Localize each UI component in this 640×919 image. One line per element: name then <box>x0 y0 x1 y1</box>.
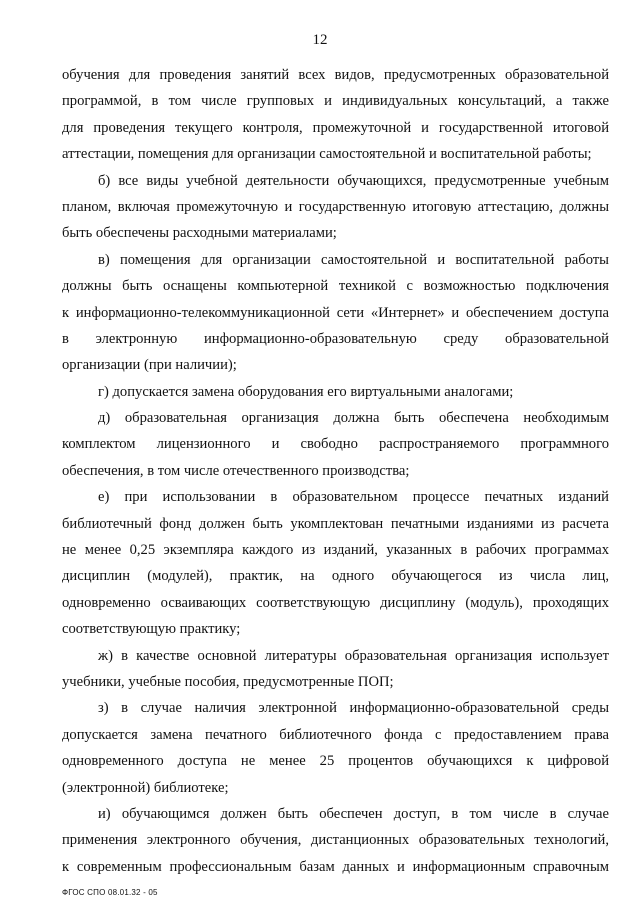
text-line: д) образовательная организация должна быть обеспечена необходимым <box>98 410 609 427</box>
text-line: дисциплин (модулей), практик, на одного обучающегося из числа лиц, <box>62 568 609 585</box>
text-line: соответствующую практику; <box>62 621 241 638</box>
text-line: з) в случае наличия электронной информационно-образовательной среды <box>98 700 609 717</box>
text-line: г) допускается замена оборудования его виртуальными аналогами; <box>98 383 514 400</box>
text-line: к информационно-телекоммуникационной сети «Интернет» и обеспечением доступа <box>62 304 609 321</box>
text-line: программой, в том числе групповых и индивидуальных консультаций, а также <box>62 93 609 110</box>
text-line: аттестации, помещения для организации самостоятельной и воспитательной работы; <box>62 146 592 163</box>
text-line: допускается замена печатного библиотечного фонда с предоставлением права <box>62 726 609 743</box>
text-line: обучения для проведения занятий всех видов, предусмотренных образовательной <box>62 67 609 83</box>
document-body <box>62 62 609 880</box>
text-line: в) помещения для организации самостоятельной и воспитательной работы <box>98 251 609 268</box>
page-number: 12 <box>312 32 328 48</box>
text-line: быть обеспечены расходными материалами; <box>62 225 337 242</box>
text-line: должны быть оснащены компьютерной техникой с возможностью подключения <box>62 278 609 295</box>
text-line: б) все виды учебной деятельности обучающихся, предусмотренные учебным <box>98 172 609 189</box>
text-line: е) при использовании в образовательном процессе печатных изданий <box>98 489 609 506</box>
text-line: одновременно осваивающих соответствующую дисциплину (модуль), проходящих <box>62 594 609 611</box>
text-line: (электронной) библиотеке; <box>62 779 229 796</box>
text-line: применения электронного обучения, дистанционных образовательных технологий, <box>62 832 609 849</box>
text-line: учебники, учебные пособия, предусмотренные ПОП; <box>62 673 394 690</box>
text-line: библиотечный фонд должен быть укомплектован печатными изданиями из расчета <box>62 515 609 532</box>
text-line: ж) в качестве основной литературы образовательная организация использует <box>98 647 609 664</box>
text-line: комплектом лицензионного и свободно распространяемого программного <box>62 436 609 453</box>
text-line: в электронную информационно-образовательную среду образовательной <box>62 330 609 347</box>
text-line: планом, включая промежуточную и государственную итоговую аттестацию, должны <box>62 198 609 215</box>
document-footer-code: ФГОС СПО 08.01.32 - 05 <box>62 888 158 897</box>
text-line: не менее 0,25 экземпляра каждого из изданий, указанных в рабочих программах <box>62 542 609 559</box>
text-line: организации (при наличии); <box>62 357 237 374</box>
text-line: для проведения текущего контроля, промежуточной и государственной итоговой <box>62 119 609 136</box>
text-line: и) обучающимся должен быть обеспечен доступ, в том числе в случае <box>98 805 609 822</box>
text-line: одновременного доступа не менее 25 процентов обучающихся к цифровой <box>62 753 609 770</box>
text-line: обеспечения, в том числе отечественного производства; <box>62 462 410 479</box>
text-line: к современным профессиональным базам данных и информационным справочным <box>62 858 609 875</box>
